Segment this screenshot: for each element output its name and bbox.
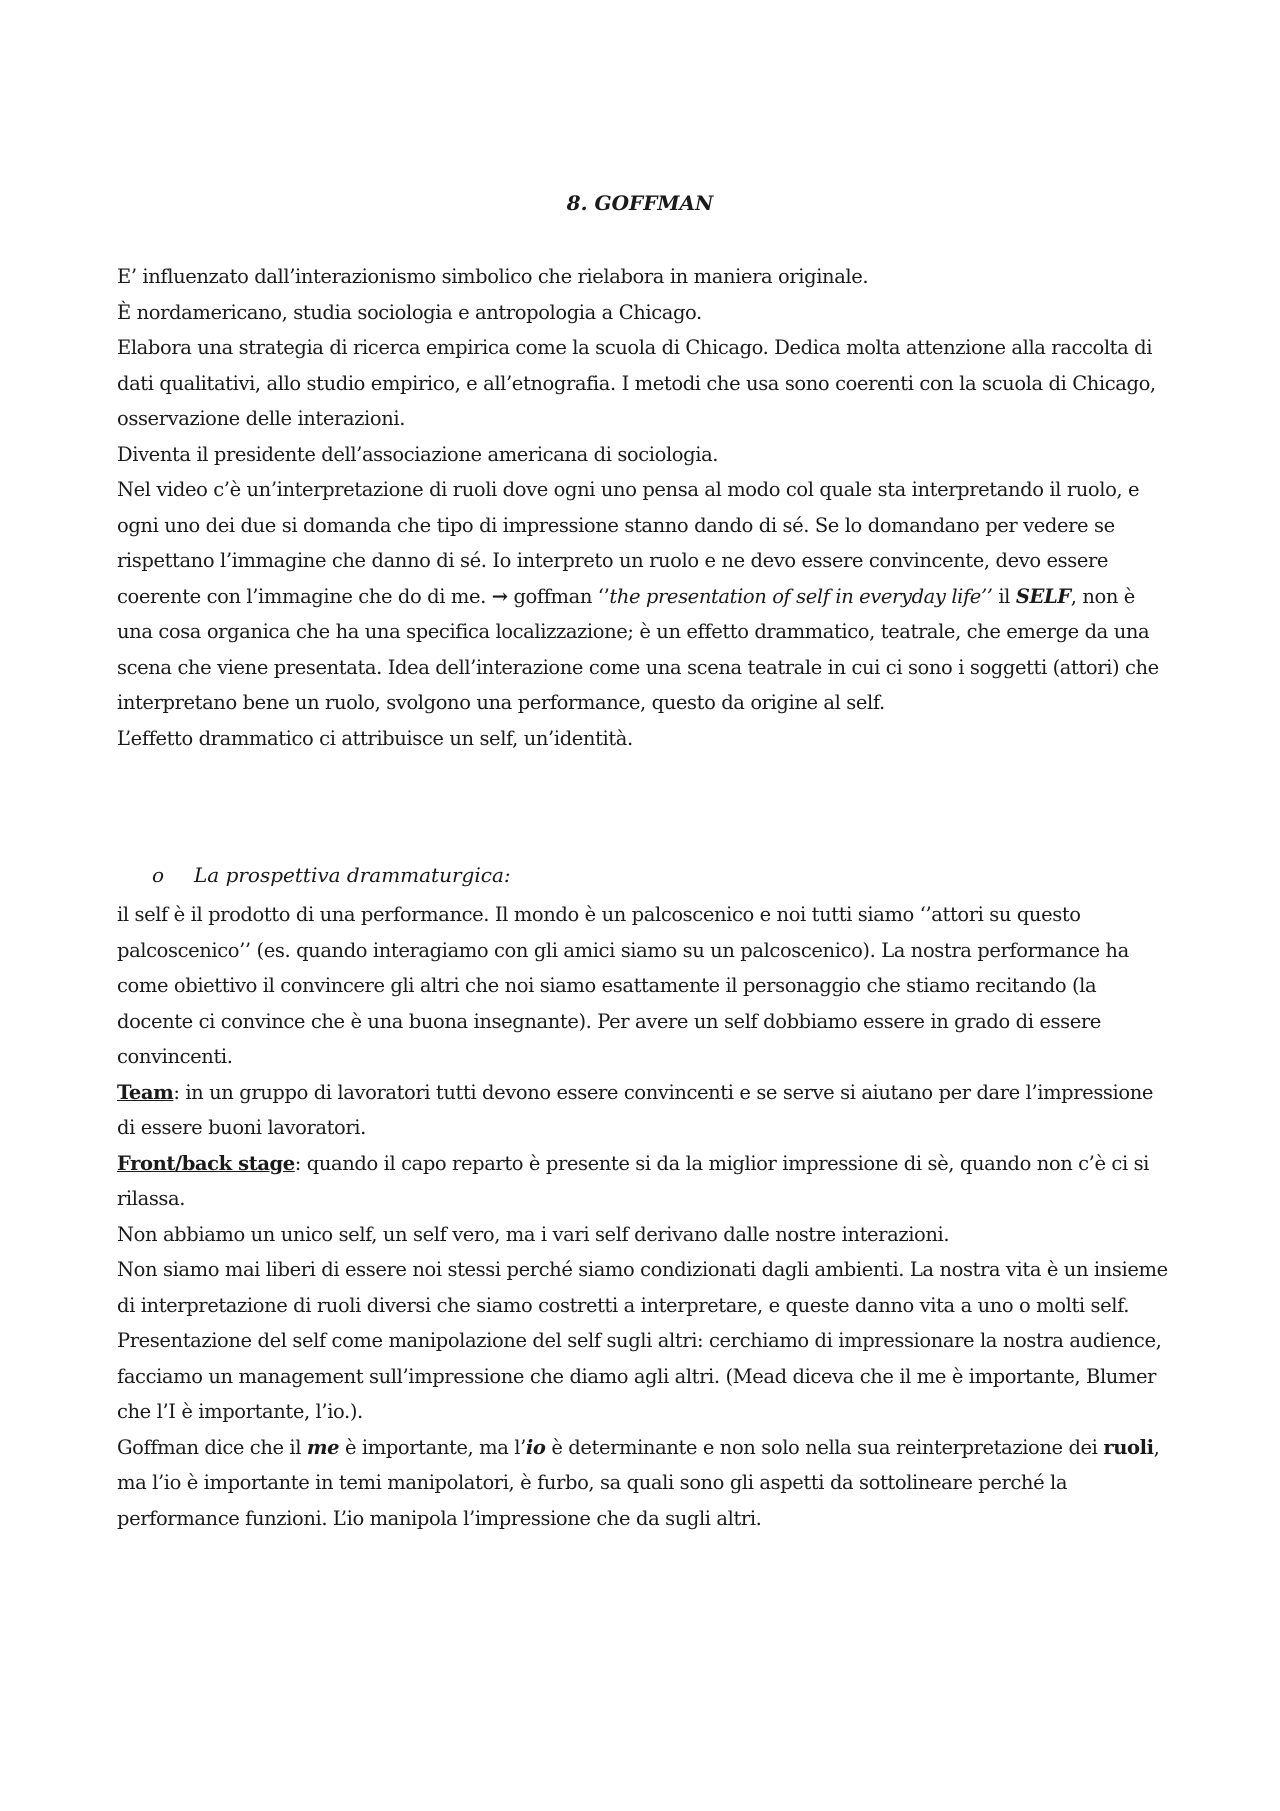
text-run: : in un gruppo di lavoratori tutti devono essere convincenti e se serve si aiutano per dare l’impressione di essere buoni lavoratori.: [117, 1080, 1154, 1139]
intro-paragraph: Elabora una strategia di ricerca empirica come la scuola di Chicago. Dedica molta attenzione alla raccolta di dati qualitativi, allo studio empirico, e all’etnografia. I metodi che usa sono coerenti con la scuola di Chicago, osservazione delle interazioni.: [117, 336, 1156, 430]
io-term: io: [525, 1435, 546, 1459]
section-paragraph: il self è il prodotto di una performance. Il mondo è un palcoscenico e noi tutti siamo ‘’attori su questo palcoscenico’’ (es. quando interagiamo con gli amici siamo su un palcoscenico). La nostra performance ha come obiettivo il convincere gli altri che noi siamo esattamente il personaggio che stiamo recitando (la docente ci convince che è una buona insegnante). Per avere un self dobbiamo essere in grado di essere convincenti.: [117, 903, 1129, 1068]
book-title: the presentation of self in everyday life’’: [609, 584, 993, 608]
section-paragraph: Presentazione del self come manipolazione del self sugli altri: cerchiamo di impressionare la nostra audience, facciamo un management sull’impressione che diamo agli altri. (Mead diceva che il me è importante, Blumer che l’I è importante, l’io.).: [117, 1329, 1162, 1423]
front-back-paragraph: [117, 1146, 1172, 1217]
text-run: Nel video c’è un’interpretazione di ruoli dove ogni uno pensa al modo col quale sta interpretando il ruolo, e ogni uno dei due si domanda che tipo di impressione stanno dando di sé. Se lo domandano per vedere se rispettano l’immagine che danno di sé. Io interpreto un ruolo e ne devo essere convincente, devo essere coerente con l’immagine che do di me.: [117, 478, 1140, 608]
section-body: [117, 897, 1172, 1536]
text-run: il: [992, 584, 1016, 608]
arrow-icon: →: [491, 584, 508, 608]
section-heading-text: La prospettiva drammaturgica:: [194, 863, 511, 887]
intro-line: L’effetto drammatico ci attribuisce un self, un’identità.: [117, 726, 633, 750]
text-run: Goffman dice che il: [117, 1435, 307, 1459]
intro-line: È nordamericano, studia sociologia e antropologia a Chicago.: [117, 300, 702, 324]
self-term: SELF: [1015, 584, 1071, 608]
ruoli-term: ruoli: [1103, 1435, 1154, 1459]
front-back-term: Front/back stage: [117, 1151, 295, 1175]
section-paragraph: Non siamo mai liberi di essere noi stessi perché siamo condizionati dagli ambienti. La nostra vita è un insieme di interpretazione di ruoli diversi che siamo costretti a interpretare, e queste danno vita a uno o molti self.: [117, 1258, 1168, 1317]
intro-line: Diventa il presidente dell’associazione americana di sociologia.: [117, 442, 719, 466]
me-term: me: [306, 1435, 340, 1459]
team-paragraph: [117, 1075, 1172, 1146]
text-run: è determinante e non solo nella sua reinterpretazione dei: [545, 1435, 1104, 1459]
page-title: 8. GOFFMAN: [566, 191, 714, 215]
section-paragraph: [117, 1430, 1172, 1537]
team-term: Team: [117, 1080, 174, 1104]
section-paragraph: Non abbiamo un unico self, un self vero, ma i vari self derivano dalle nostre interazioni.: [117, 1222, 950, 1246]
text-run: , ma l’io è importante in temi manipolatori, è furbo, sa quali sono gli aspetti da sottolineare perché la performance funzioni. L’io manipola l’impressione che da sugli altri.: [117, 1435, 1160, 1530]
intro-paragraph: [117, 472, 1172, 721]
intro-line: E’ influenzato dall’interazionismo simbolico che rielabora in maniera originale.: [117, 265, 869, 288]
intro-section: [117, 259, 1172, 756]
text-run: goffman ‘’: [507, 584, 610, 608]
section-heading: [152, 860, 511, 890]
text-run: : quando il capo reparto è presente si da la miglior impressione di sè, quando non c’è ci si rilassa.: [117, 1151, 1150, 1210]
bullet-icon: o: [152, 863, 165, 887]
text-run: , non è una cosa organica che ha una specifica localizzazione; è un effetto drammatico, teatrale, che emerge da una scena che viene presentata. Idea dell’interazione come una scena teatrale in cui ci sono i soggetti (attori) che interpretano bene un ruolo, svolgono una performance, questo da origine al self.: [117, 584, 1159, 714]
text-run: è importante, ma l’: [339, 1435, 526, 1459]
